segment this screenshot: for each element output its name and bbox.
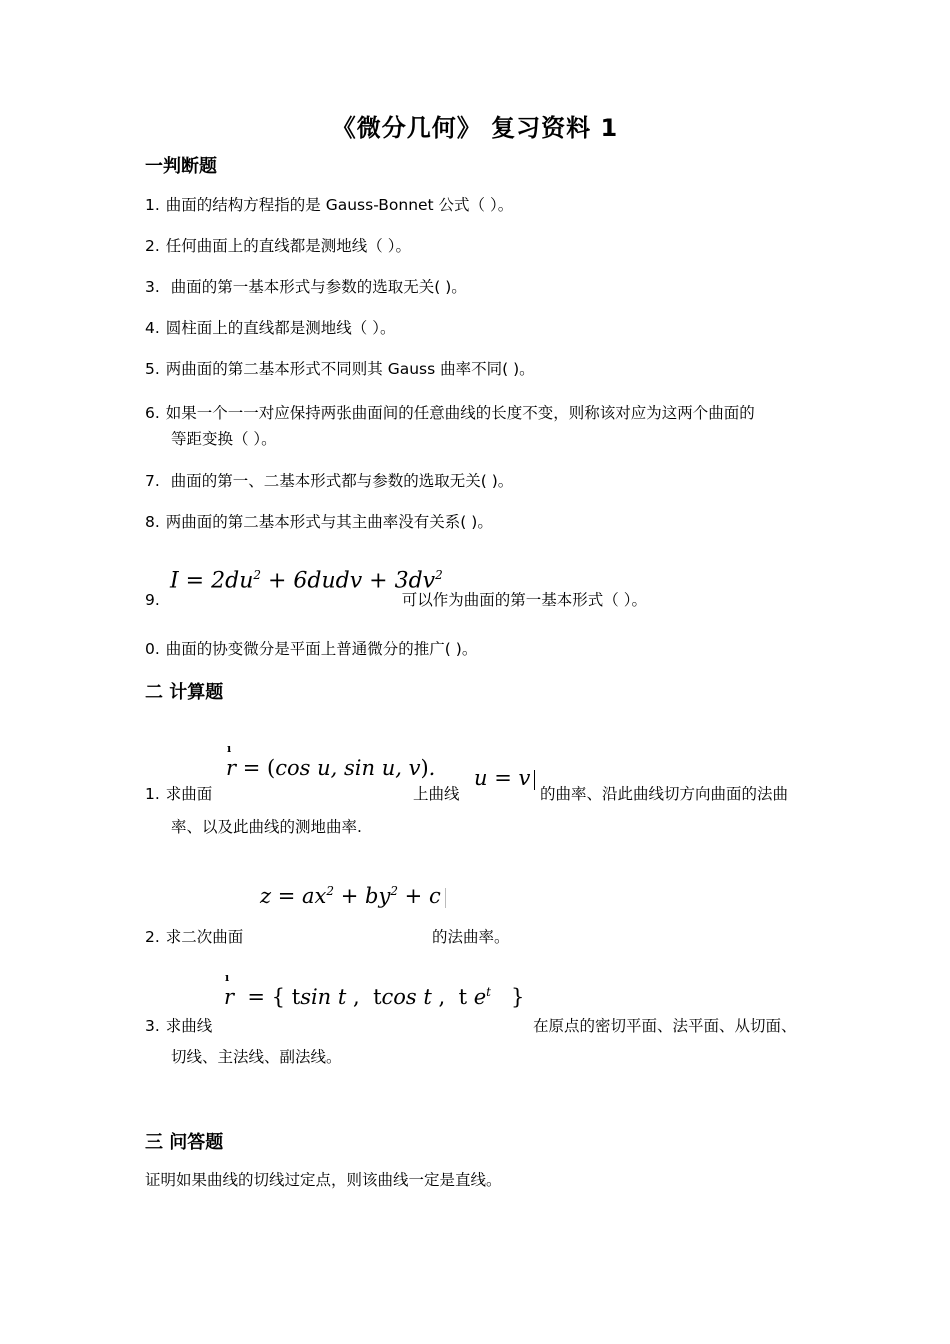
calc-item-1-cont: 率、以及此曲线的测地曲率. (171, 818, 362, 836)
judgment-item-4: 4. 圆柱面上的直线都是测地线（ ）。 (145, 319, 396, 337)
page-title: 《微分几何》 复习资料 1 (331, 114, 619, 142)
calc-item-3-post: 在原点的密切平面、法平面、从切面、 (533, 1017, 797, 1035)
calc-item-1-post: 的曲率、沿此曲线切方向曲面的法曲 (540, 785, 789, 803)
calc-item-3-prefix: 3. 求曲线 (145, 1017, 213, 1035)
judgment-item-3: 3. 曲面的第一基本形式与参数的选取无关( )。 (145, 278, 467, 296)
calc-item-2-prefix: 2. 求二次曲面 (145, 928, 244, 946)
section-heading-calculation: 二 计算题 (145, 682, 224, 703)
calc-item-1-prefix: 1. 求曲面 (145, 785, 213, 803)
judgment-item-1: 1. 曲面的结构方程指的是 Gauss-Bonnet 公式（ ）。 (145, 196, 514, 214)
formula-curve-u-v: u = v (474, 766, 535, 790)
formula-surface-r: r ı = (cos u, sin u, v). (226, 742, 436, 780)
calc-item-1-mid: 上曲线 (413, 785, 460, 803)
judgment-item-6: 6. 如果一个一一对应保持两张曲面间的任意曲线的长度不变，则称该对应为这两个曲面的 等距变换（ ）。 (145, 404, 755, 448)
judgment-item-2: 2. 任何曲面上的直线都是测地线（ ）。 (145, 237, 411, 255)
judgment-item-10: 0. 曲面的协变微分是平面上普通微分的推广( )。 (145, 640, 478, 658)
formula-first-fundamental-form: $I = 2du^2$ + 6dudv + $3dv^2$ (170, 568, 443, 594)
formula-quadric-surface: $z = ax^2 + by^2 + c$ (260, 884, 446, 908)
formula-curve-r: r ı = { tsin t , tcos t , t $e^t$ } (224, 971, 525, 1009)
judgment-item-5: 5. 两曲面的第二基本形式不同则其 Gauss 曲率不同( )。 (145, 360, 535, 378)
judgment-item-9: 9. 可以作为曲面的第一基本形式（ ）。 (145, 591, 647, 609)
calc-item-2-post: 的法曲率。 (432, 928, 510, 946)
judgment-item-7: 7. 曲面的第一、二基本形式都与参数的选取无关( )。 (145, 472, 514, 490)
qa-item-text: 证明如果曲线的切线过定点，则该曲线一定是直线。 (145, 1171, 502, 1189)
judgment-item-8: 8. 两曲面的第二基本形式与其主曲率没有关系( )。 (145, 513, 493, 531)
calc-item-3-cont: 切线、主法线、副法线。 (171, 1048, 342, 1066)
section-heading-judgment: 一判断题 (145, 156, 217, 177)
section-heading-qa: 三 问答题 (145, 1132, 224, 1153)
